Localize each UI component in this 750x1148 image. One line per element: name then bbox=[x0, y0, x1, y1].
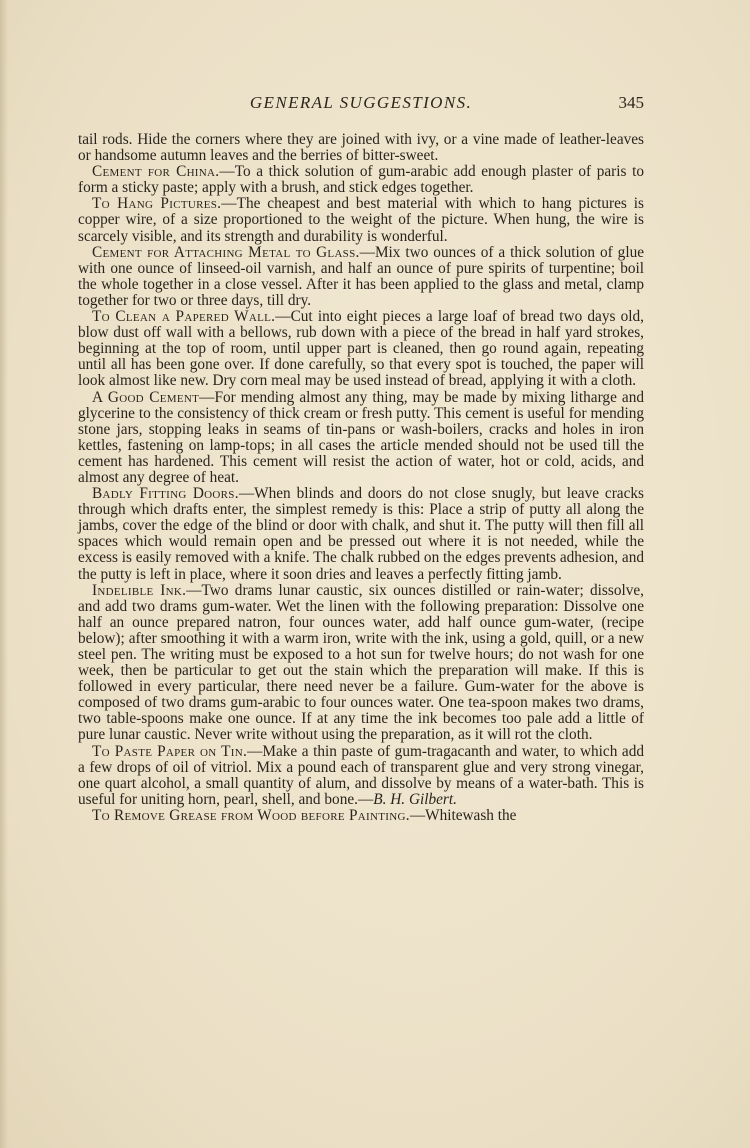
paragraph-text: —Mix two ounces of a thick solution of glue with one ounce of linseed-oil varnish, and half an ounce of pure spirits of turpentine; boil the whole together in a close vessel. After it has been applied to the glass and metal, clamp together for two or three days, till dry. bbox=[78, 243, 645, 309]
paragraph-text: —For mending almost any thing, may be made by mixing litharge and glycerine to the consistency of thick cream or fresh putty. This cement is useful for mending stone jars, stopping leaks in seams of tin-pans or wash-boilers, cracks and holes in iron kettles, fastening on lamp-tops; in all cases the article mended should not be used till the cement has hardened. This cement will resist the action of water, hot or cold, acids, and almost any degree of heat. bbox=[78, 388, 644, 486]
body-text bbox=[78, 132, 644, 824]
paragraph-heading: Badly Fitting Doors. bbox=[92, 485, 239, 503]
paragraph-to-hang-pictures bbox=[78, 196, 644, 244]
paragraph-badly-fitting-doors bbox=[78, 486, 644, 583]
paragraph-clean-papered-wall bbox=[78, 309, 644, 389]
paragraph-indelible-ink bbox=[78, 583, 644, 744]
paragraph-heading: To Paste Paper on Tin. bbox=[92, 742, 248, 760]
paragraph-text: —To a thick solution of gum-arabic add enough plaster of paris to form a sticky paste; apply with a brush, and stick edges together. bbox=[78, 163, 644, 197]
paragraph-paste-paper-on-tin bbox=[78, 744, 644, 808]
attribution: B. H. Gilbert. bbox=[373, 790, 457, 808]
paragraph-heading: Indelible Ink. bbox=[92, 581, 187, 599]
paragraph-text: —Cut into eight pieces a large loaf of bread two days old, blow dust off wall with a bellows, rub down with a piece of the bread in half yard strokes, beginning at the top of room, until upper part is cleaned, then go round again, repeating until all has been gone over. If done carefully, so that every spot is touched, the paper will look almost like new. Dry corn meal may be used instead of bread, applying it with a cloth. bbox=[78, 308, 644, 390]
page-number: 345 bbox=[618, 93, 644, 112]
paragraph-heading: To Remove Grease from Wood before Painting. bbox=[92, 806, 410, 824]
paragraph-cement-for-china bbox=[78, 164, 644, 196]
paragraph-heading: Cement for China. bbox=[92, 163, 220, 181]
paragraph-text: tail rods. Hide the corners where they are joined with ivy, or a vine made of leather-leaves or handsome autumn leaves and the berries of bitter-sweet. bbox=[78, 131, 644, 165]
paragraph-good-cement bbox=[78, 390, 644, 487]
paragraph-heading: A Good Cement bbox=[92, 388, 200, 406]
paragraph-text: —The cheapest and best material with which to hang pictures is copper wire, of a size proportioned to the weight of the picture. When hung, the wire is scarcely visible, and its strength and durability is wonderful. bbox=[78, 195, 644, 245]
paragraph-text: —Whitewash the bbox=[409, 806, 517, 824]
paragraph-continuation bbox=[78, 132, 644, 164]
paragraph-text: —When blinds and doors do not close snugly, but leave cracks through which drafts enter, the simplest remedy is this: Place a strip of putty all along the jambs, cover the edge of the blind or door with chalk, and shut it. The putty will then fill all spaces which would remain open and be pressed out where it is not needed, while the excess is easily removed with a knife. The chalk rubbed on the edges prevents adhesion, and the putty is left in place, where it soon dries and leaves a perfectly fitting jamb. bbox=[78, 485, 644, 583]
paragraph-heading: Cement for Attaching Metal to Glass. bbox=[92, 243, 360, 261]
paragraph-cement-metal-glass bbox=[78, 245, 644, 309]
paragraph-text: —Make a thin paste of gum-tragacanth and water, to which add a few drops of oil of vitriol. Mix a pound each of transparent glue and very strong vinegar, one quart alcohol, a small quantity of alum, and dissolve by means of a water-bath. This is useful for uniting horn, pearl, shell, and bone.— bbox=[78, 742, 644, 808]
page-header bbox=[78, 93, 644, 115]
paragraph-heading: To Clean a Papered Wall. bbox=[92, 308, 276, 326]
paragraph-text: —Two drams lunar caustic, six ounces distilled or rain-water; dissolve, and add two drams gum-water. Wet the linen with the following preparation: Dissolve one half an ounce prepared natron, four ounces water, add half ounce gum-water, (recipe below); after smoothing it with a warm iron, write with the ink, using a gold, quill, or a new steel pen. The writing must be exposed to a hot sun for twelve hours; do not wash for one week, then be particular to get out the stain which the preparation will make. If this is followed in every particular, there need never be a failure. Gum-water for the above is composed of two drams gum-arabic to four ounces water. One tea-spoon makes two drams, two table-spoons make one ounce. If at any time the ink becomes too pale add a little of pure lunar caustic. Never write without using the preparation, as it will rot the cloth. bbox=[78, 581, 644, 744]
running-title: GENERAL SUGGESTIONS. bbox=[249, 93, 473, 112]
page-gutter-shadow bbox=[0, 0, 8, 1148]
paragraph-remove-grease bbox=[78, 808, 644, 824]
paragraph-heading: To Hang Pictures. bbox=[92, 195, 222, 213]
